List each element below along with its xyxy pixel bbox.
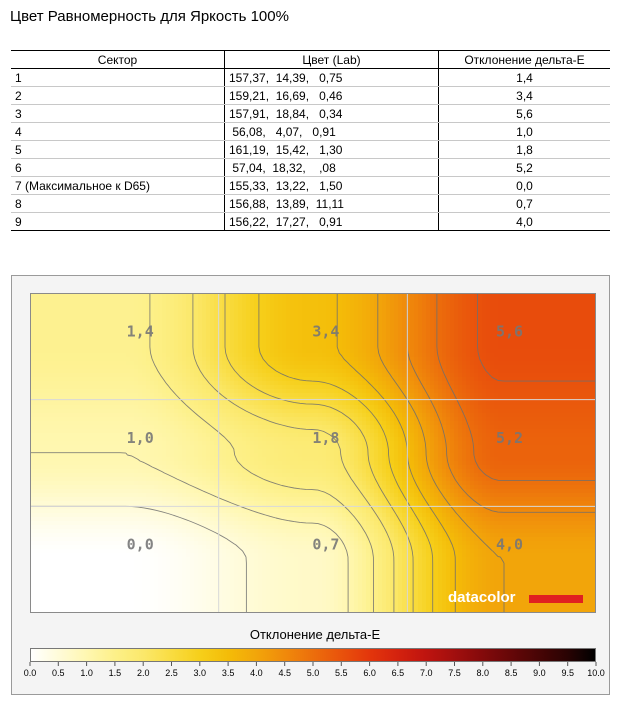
cell-lab: 157,37, 14,39, 0,75 — [225, 69, 439, 87]
colorbar-tick-label: 0.5 — [52, 668, 65, 678]
cell-lab: 156,88, 13,89, 11,11 — [225, 195, 439, 213]
cell-label: 1,4 — [126, 322, 154, 341]
cell-lab: 56,08, 4,07, 0,91 — [225, 123, 439, 141]
cell-sector: 3 — [11, 105, 225, 123]
cell-lab: 159,21, 16,69, 0,46 — [225, 87, 439, 105]
page-title: Цвет Равномерность для Яркость 100% — [10, 8, 289, 25]
colorbar-tick-label: 5.0 — [306, 668, 320, 678]
cell-label: 1,8 — [312, 429, 340, 447]
header-lab: Цвет (Lab) — [225, 51, 439, 69]
colorbar-tick-label: 3.0 — [193, 668, 207, 678]
colorbar-tick-label: 2.0 — [136, 668, 150, 678]
cell-delta: 5,2 — [439, 159, 611, 177]
colorbar-tick-label: 9.0 — [533, 668, 546, 678]
cell-sector: 6 — [11, 159, 225, 177]
colorbar-tick-label: 6.5 — [391, 668, 405, 678]
header-delta: Отклонение дельта-E — [439, 51, 611, 69]
cell-delta: 1,4 — [439, 69, 611, 87]
cell-label: 3,4 — [312, 322, 340, 341]
cell-lab: 156,22, 17,27, 0,91 — [225, 213, 439, 231]
cell-label: 4,0 — [496, 535, 524, 554]
cell-label: 5,6 — [496, 322, 524, 341]
table-row — [11, 87, 610, 105]
table-row — [11, 141, 610, 159]
colorbar-tick-label: 1.5 — [108, 668, 122, 678]
cell-delta: 5,6 — [439, 105, 611, 123]
cell-sector: 1 — [11, 69, 225, 87]
colorbar-tick-label: 6.0 — [363, 668, 376, 678]
colorbar-tick-label: 9.5 — [561, 668, 574, 678]
cell-sector: 7 (Максимальное к D65) — [11, 177, 225, 195]
cell-delta: 1,8 — [439, 141, 611, 159]
table-row — [11, 105, 610, 123]
table-row — [11, 159, 610, 177]
table-header-row — [11, 51, 610, 69]
cell-sector: 5 — [11, 141, 225, 159]
table-row — [11, 213, 610, 231]
colorbar — [30, 648, 596, 662]
colorbar-tick-label: 1.0 — [80, 668, 93, 678]
colorbar-tick-label: 7.5 — [448, 668, 461, 678]
uniformity-heatmap — [30, 293, 596, 613]
colorbar-ticks — [0, 662, 630, 692]
cell-sector: 4 — [11, 123, 225, 141]
cell-delta: 0,7 — [439, 195, 611, 213]
cell-label: 0,0 — [126, 535, 154, 554]
header-sector: Сектор — [11, 51, 225, 69]
uniformity-table — [11, 50, 610, 231]
colorbar-tick-label: 4.0 — [250, 668, 263, 678]
colorbar-tick-label: 3.5 — [221, 668, 235, 678]
colorbar-tick-label: 10.0 — [587, 668, 605, 678]
cell-sector: 9 — [11, 213, 225, 231]
colorbar-tick-label: 4.5 — [278, 668, 291, 678]
cell-label: 1,0 — [126, 429, 154, 447]
cell-label: 0,7 — [312, 535, 340, 554]
cell-lab: 57,04, 18,32, ,08 — [225, 159, 439, 177]
watermark-bar — [529, 595, 583, 603]
table-row — [11, 69, 610, 87]
cell-lab: 157,91, 18,84, 0,34 — [225, 105, 439, 123]
table-row — [11, 195, 610, 213]
colorbar-tick-label: 8.0 — [476, 668, 490, 678]
colorbar-tick-label: 8.5 — [504, 668, 518, 678]
colorbar-tick-label: 7.0 — [419, 668, 433, 678]
cell-label: 5,2 — [496, 429, 524, 447]
cell-lab: 155,33, 13,22, 1,50 — [225, 177, 439, 195]
table-row — [11, 123, 610, 141]
cell-sector: 2 — [11, 87, 225, 105]
colorbar-title: Отклонение дельта-E — [249, 627, 381, 642]
cell-delta: 0,0 — [439, 177, 611, 195]
cell-delta: 4,0 — [439, 213, 611, 231]
cell-lab: 161,19, 15,42, 1,30 — [225, 141, 439, 159]
cell-delta: 1,0 — [439, 123, 611, 141]
colorbar-tick-label: 2.5 — [165, 668, 178, 678]
colorbar-tick-label: 0.0 — [23, 668, 37, 678]
table-row — [11, 177, 610, 195]
cell-sector: 8 — [11, 195, 225, 213]
colorbar-tick-label: 5.5 — [335, 668, 348, 678]
datacolor-watermark: datacolor — [448, 589, 516, 606]
cell-delta: 3,4 — [439, 87, 611, 105]
